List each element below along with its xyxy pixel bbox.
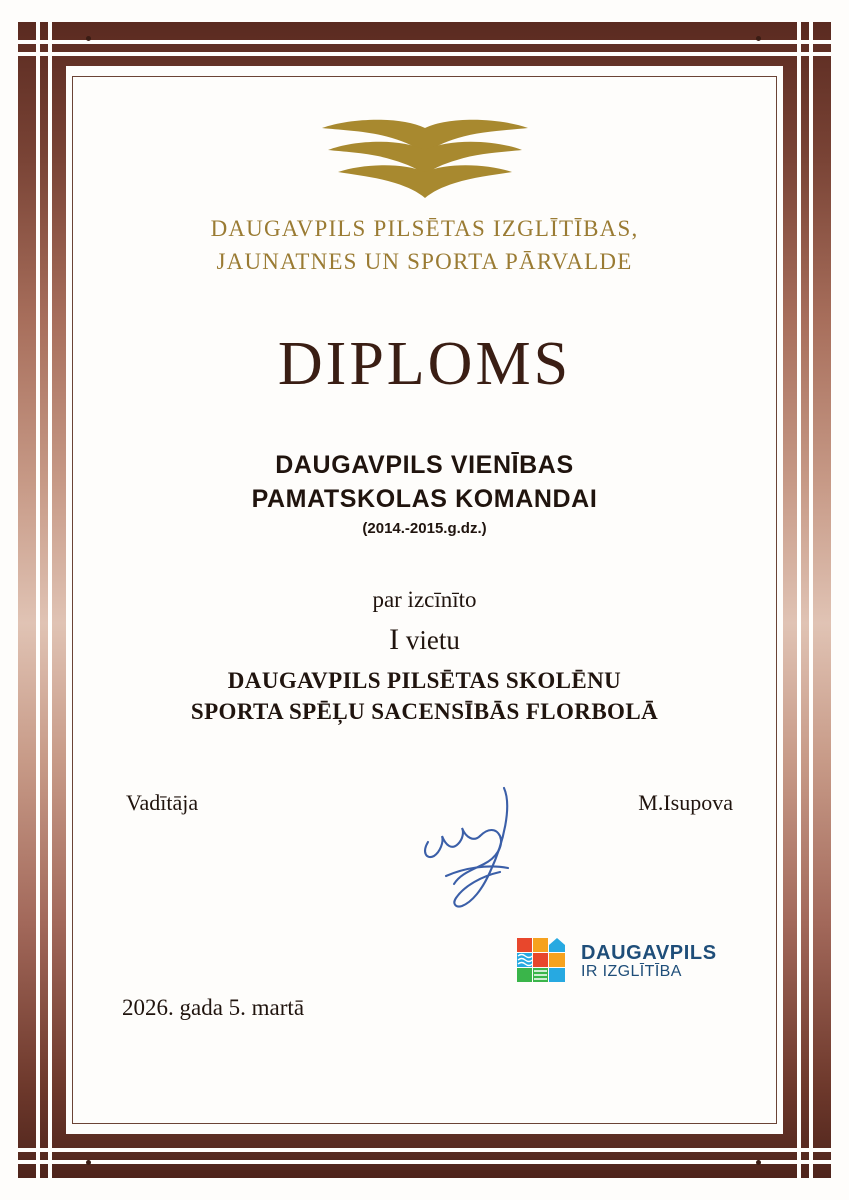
badge-line1: DAUGAVPILS [581, 942, 717, 965]
organization-name-line1: DAUGAVPILS PILSĒTAS IZGLĪTĪBAS, [210, 216, 639, 241]
award-for-label: par izcīnīto [372, 586, 477, 612]
border-line-right-inner [797, 22, 801, 1178]
recipient-name [86, 448, 763, 517]
border-line-left-outer [36, 22, 40, 1178]
border-line-top-outer [18, 40, 831, 44]
award-place-word: vietu [405, 624, 460, 655]
award-event [86, 665, 763, 727]
organization-name-line2: JAUNATNES UN SPORTA PĀRVALDE [216, 249, 633, 275]
border-line-bottom-inner [18, 1148, 831, 1152]
signature-name: M.Isupova [638, 790, 733, 815]
recipient-note: (2014.-2015.g.dz.) [362, 519, 487, 537]
daugavpils-education-logo-icon [516, 936, 572, 989]
recipient-name-line1: DAUGAVPILS VIENĪBAS [275, 450, 574, 479]
corner-ornament-bottom-left [86, 1160, 91, 1165]
border-line-bottom-outer [18, 1160, 831, 1164]
corner-ornament-bottom-right [756, 1160, 761, 1165]
daugavpils-education-badge [516, 936, 717, 989]
page-title: DIPLOMS [277, 329, 572, 398]
award-event-line1: DAUGAVPILS PILSĒTAS SKOLĒNU [227, 667, 622, 693]
award-place-roman: I [389, 622, 400, 656]
handwritten-signature [416, 780, 566, 920]
award-place [86, 623, 763, 657]
border-line-top-inner [18, 52, 831, 56]
recipient-name-line2: PAMATSKOLAS KOMANDAI [251, 485, 598, 514]
certificate-content [86, 90, 763, 1110]
organization-name [86, 212, 763, 279]
corner-ornament-top-right [756, 36, 761, 41]
corner-ornament-top-left [86, 36, 91, 41]
border-line-right-outer [809, 22, 813, 1178]
badge-text [581, 943, 717, 981]
badge-line2: IR IZGLĪTĪBA [581, 963, 682, 981]
border-line-left-inner [48, 22, 52, 1178]
award-event-line2: SPORTA SPĒĻU SACENSĪBĀS FLORBOLĀ [190, 698, 659, 724]
issue-date: 2026. gada 5. martā [122, 995, 305, 1020]
open-book-logo [86, 114, 763, 204]
signature-role: Vadītāja [126, 790, 199, 815]
